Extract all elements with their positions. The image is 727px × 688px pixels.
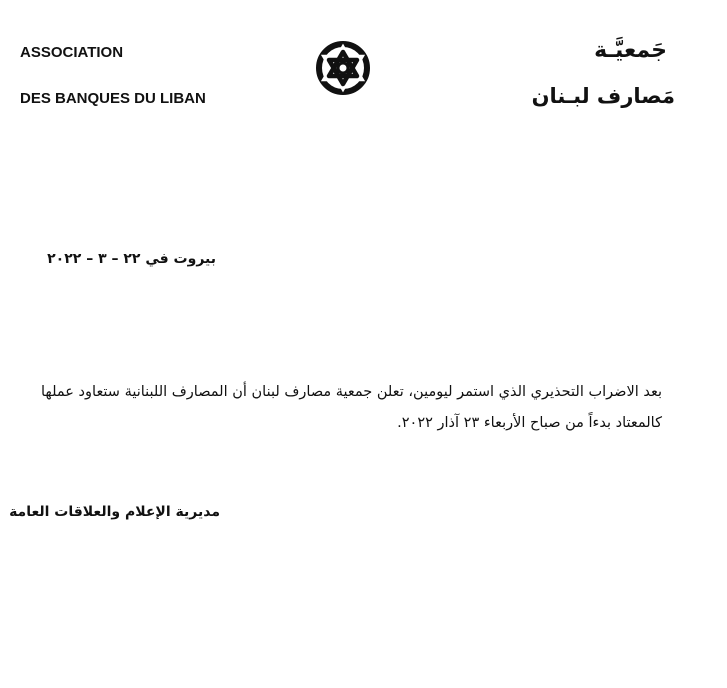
letter-signature: مديرية الإعلام والعلاقات العامة [9, 504, 220, 520]
association-name-line1: ASSOCIATION [20, 44, 124, 61]
association-arabic-name-line2: مَصارف لبـنان [531, 84, 675, 108]
letter-date: بيروت في ٢٢ – ٣ – ٢٠٢٢ [47, 251, 216, 267]
letter-body: بعد الاضراب التحذيري الذي استمر ليومين، تعلن جمعية مصارف لبنان أن المصارف اللبنانية ستعاود عملها كالمعتاد بدءاً من صباح الأربعاء ٢٣ آذار ٢٠٢٢. [41, 384, 662, 431]
association-name-line2: DES BANQUES DU LIBAN [20, 90, 206, 107]
association-arabic-name-line1: جَمعيَّـة [594, 38, 667, 63]
knot-emblem-icon [313, 38, 373, 98]
